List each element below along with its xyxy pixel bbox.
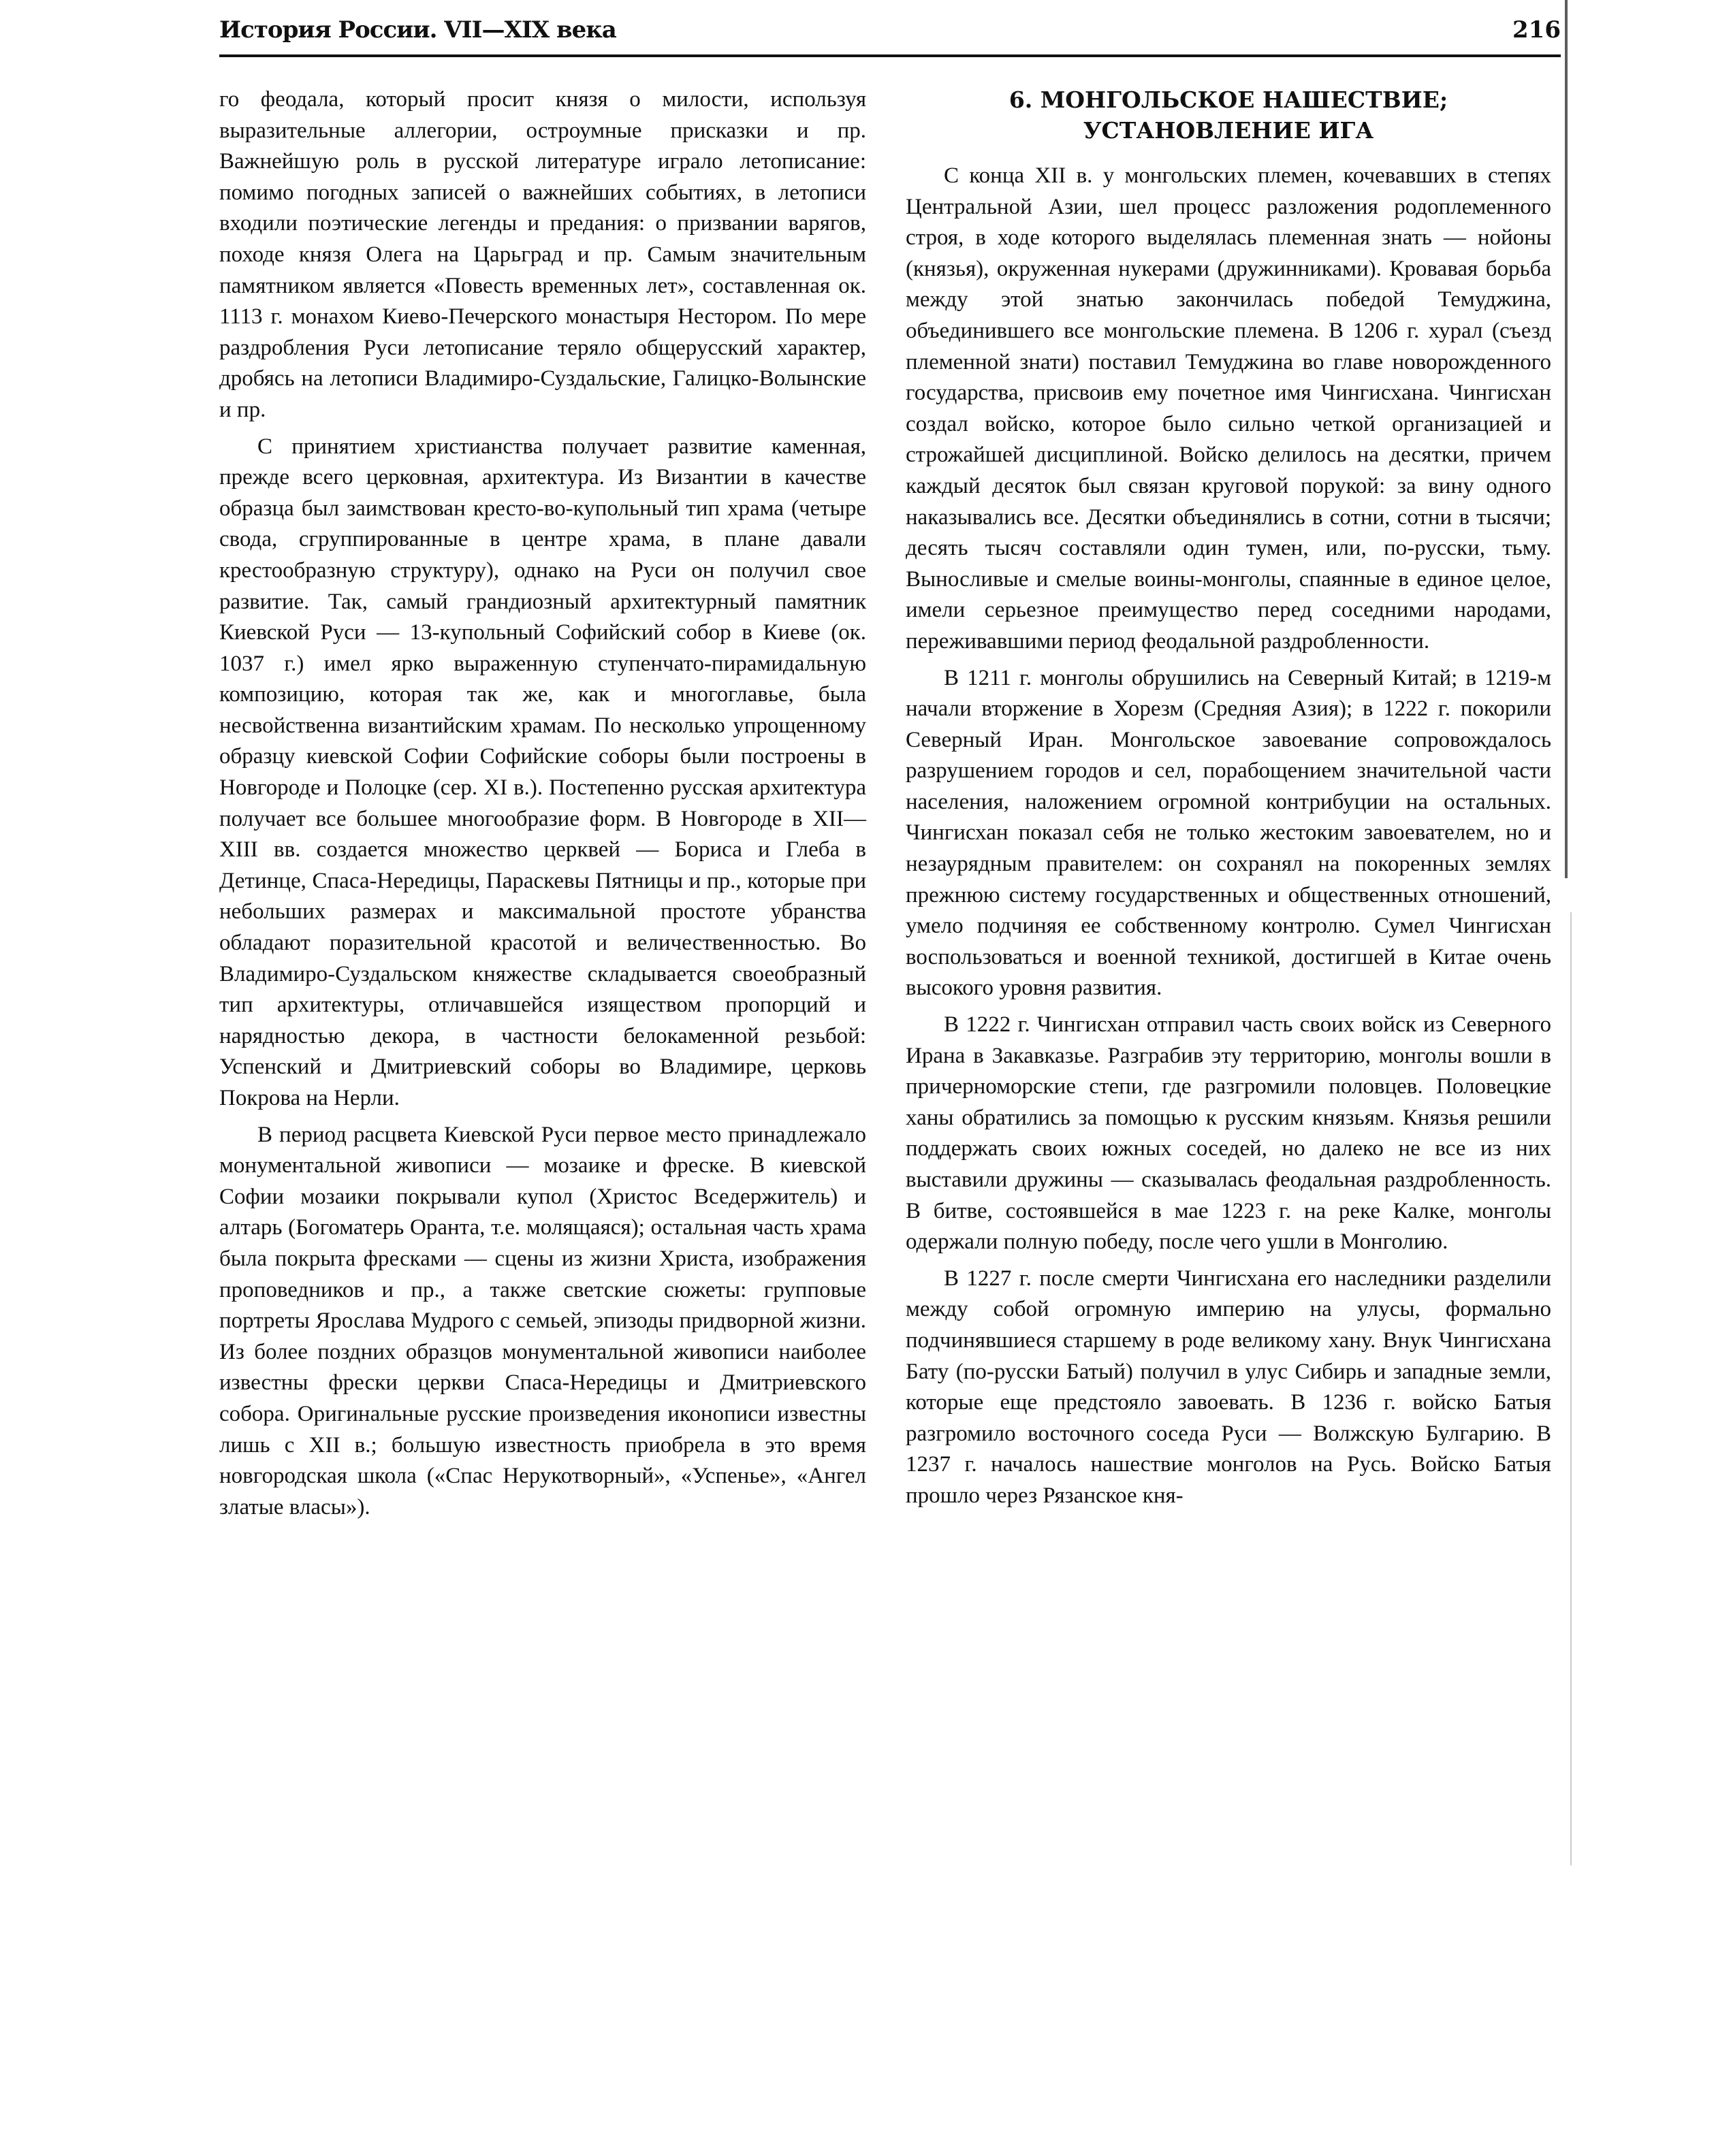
paragraph: С конца XII в. у монгольских племен, кочевавших в степях Центральной Азии, шел процесс разложения родоплеменного строя, в ходе которого выделялась племенная знать — нойоны (князья), окруженная нукерами (дружинниками). Кровавая борьба между этой знатью закончилась победой Темуджина, объединившего все монгольские племена. В 1206 г. хурал (съезд племенной знати) поставил Темуджина во главе новорожденного государства, присвоив ему почетное имя Чингисхана. Чингисхан создал войско, которое было сильно четкой организацией и строжайшей дисциплиной. Войско делилось на десятки, причем каждый десяток был связан круговой порукой: за вину одного наказывались все. Десятки объединялись в сотни, сотни в тысячи; десять тысяч составляли один тумен, или, по-русски, тьму. Выносливые и смелые воины-монголы, спаянные в единое целое, имели серьезное преимущество перед соседними народами, переживавшими период феодальной раздробленности. — [906, 163, 1551, 654]
paragraph: го феодала, который просит князя о милости, используя выразительные аллегории, остроумные присказки и пр. Важнейшую роль в русской литературе играло летописание: помимо погодных записей о важнейших событиях, в летописи входили поэтические легенды и предания: о призвании варягов, походе князя Олега на Царьград и пр. Самым значительным памятником является «Повесть временных лет», составленная ок. 1113 г. монахом Киево-Печерского монастыря Нестором. По мере раздробления Руси летописание теряло общерусский характер, дробясь на летописи Владимиро-Суздальские, Галицко-Волынские и пр. — [219, 87, 866, 422]
paragraph: В 1222 г. Чингисхан отправил часть своих войск из Северного Ирана в Закавказье. Разграбив эту территорию, монголы вошли в причерноморские степи, где разгромили половцев. Половецкие ханы обратились за помощью к русским князьям. Князья решили поддержать своих южных соседей, но далеко не все из них выставили дружины — сказывалась феодальная раздробленность. В битве, состоявшейся в мае 1223 г. на реке Калке, монголы одержали полную победу, после чего ушли в Монголию. — [906, 1012, 1551, 1255]
paragraph: В 1227 г. после смерти Чингисхана его наследники разделили между собой огромную империю на улусы, формально подчинявшиеся старшему в роде великому хану. Внук Чингисхана Бату (по-русски Батый) получил в улус Сибирь и западные земли, которые еще предстояло завоевать. В 1236 г. войско Батыя разгромило восточного соседа Руси — Волжскую Булгарию. В 1237 г. началось нашествие монголов на Русь. Войско Батыя прошло через Рязанское кня- — [906, 1266, 1551, 1508]
paragraph: С принятием христианства получает развитие каменная, прежде всего церковная, архитектура. Из Византии в качестве образца был заимствован кресто-во-купольный тип храма (четыре свода, сгруппированные в центре храма, в плане давали крестообразную структуру), однако на Руси он получил свое развитие. Так, самый грандиозный архитектурный памятник Киевской Руси — 13-купольный Софийский собор в Киеве (ок. 1037 г.) имел ярко выраженную ступенчато-пирамидальную композицию, которая так же, как и многоглавье, была несвойственна византийским храмам. По несколько упрощенному образцу киевской Софии Софийские соборы были построены в Новгороде и Полоцке (сер. XI в.). Постепенно русская архитектура получает все большее многообразие форм. В Новгороде в XII—XIII вв. создается множество церквей — Бориса и Глеба в Детинце, Спаса-Нередицы, Параскевы Пятницы и пр., которые при небольших размерах и максимальной простоте убранства обладают поразительной красотой и величественностью. Во Владимиро-Суздальском княжестве складывается своеобразный тип архитектуры, отличавшейся изяществом пропорций и нарядностью декора, в частности белокаменной резьбой: Успенский и Дмитриевский соборы во Владимире, церковь Покрова на Нерли. — [219, 434, 866, 1110]
section-heading — [906, 84, 1551, 146]
paragraph: В период расцвета Киевской Руси первое место принадлежало монументальной живописи — мозаике и фреске. В киевской Софии мозаики покрывали купол (Христос Вседержитель) и алтарь (Богоматерь Оранта, т.е. молящаяся); остальная часть храма была покрыта фресками — сцены из жизни Христа, изображения проповедников и пр., а также светские сюжеты: групповые портреты Ярослава Мудрого с семьей, эпизоды придворной жизни. Из более поздних образцов монументальной живописи наиболее известны фрески церкви Спаса-Нередицы и Дмитриевского собора. Оригинальные русские произведения иконописи известны лишь с XII в.; большую известность приобрела в это время новгородская школа («Спас Нерукотворный», «Успенье», «Ангел златые власы»). — [219, 1122, 866, 1519]
section-body — [906, 161, 1551, 1512]
left-column — [219, 84, 866, 1528]
paragraph: В 1211 г. монголы обрушились на Северный Китай; в 1219-м начали вторжение в Хорезм (Средняя Азия); в 1222 г. покорили Северный Иран. Монгольское завоевание сопровождалось разрушением городов и сел, порабощением значительной части населения, наложением огромной контрибуции на остальных. Чингисхан показал себя не только жестоким завоевателем, но и незаурядным правителем: он сохранял на покоренных землях прежнюю систему государственных и общественных отношений, умело подчиняя ее собственному контролю. Сумел Чингисхан воспользоваться и военной техникой, достигшей в Китае очень высокого уровня развития. — [906, 665, 1551, 1001]
section-heading-line: УСТАНОВЛЕНИЕ ИГА — [1083, 117, 1374, 144]
running-header — [219, 12, 1561, 57]
right-column — [906, 84, 1551, 1517]
page-number: 216 — [1512, 16, 1561, 44]
scan-edge-line — [1565, 0, 1568, 878]
running-title: История России. VII—XIX века — [219, 16, 616, 44]
section-heading-line: 6. МОНГОЛЬСКОЕ НАШЕСТВИЕ; — [1009, 86, 1448, 113]
scan-edge-line-faint — [1570, 912, 1572, 1865]
